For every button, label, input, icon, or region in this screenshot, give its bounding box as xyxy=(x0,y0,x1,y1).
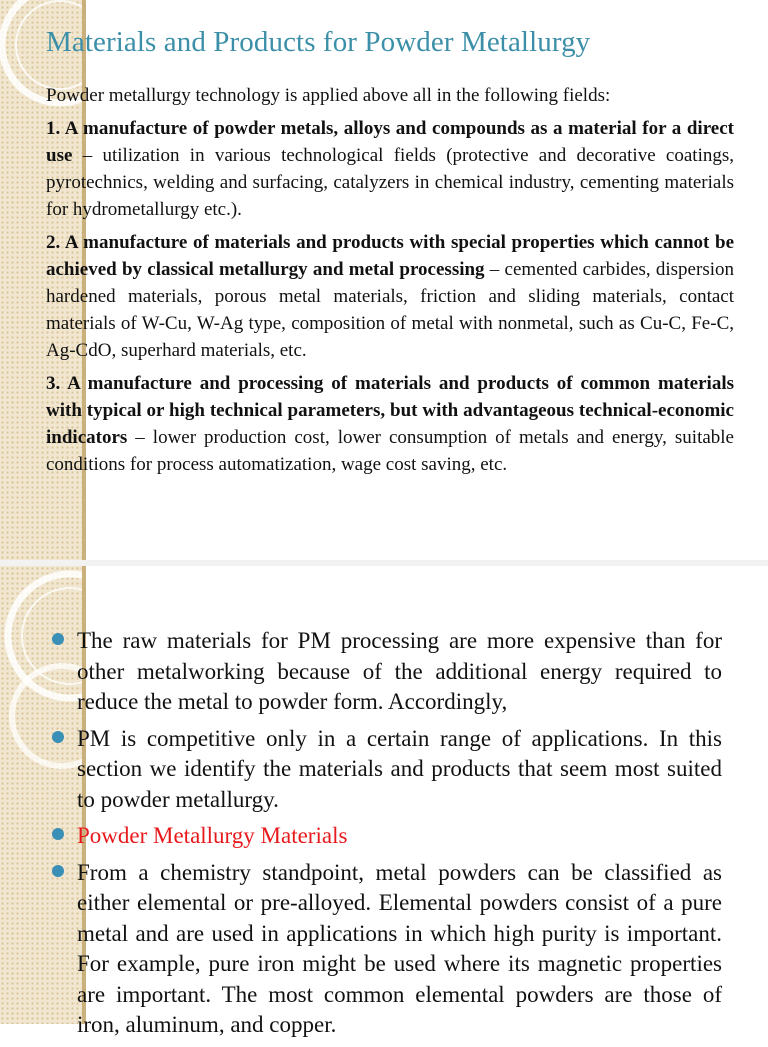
bullet-icon xyxy=(52,865,64,877)
field-heading: 2. A manufacture of materials and products with special properties which cannot be achieved by classical metallurgy and metal processing xyxy=(46,232,734,280)
list-item xyxy=(52,821,722,852)
slide-1-body xyxy=(46,82,734,484)
page-title: Materials and Products for Powder Metallurgy xyxy=(46,26,591,58)
list-item xyxy=(52,858,722,1041)
field-item-2 xyxy=(46,229,734,364)
bullet-text: The raw materials for PM processing are more expensive than for other metalworking because of the additional energy required to reduce the metal to powder form. Accordingly, xyxy=(77,628,722,714)
field-description: – lower production cost, lower consumption of metals and energy, suitable conditions for process automatization, wage cost saving, etc. xyxy=(46,427,734,475)
bullet-list xyxy=(52,626,722,1047)
field-description: – cemented carbides, dispersion hardened materials, porous metal materials, friction and sliding materials, contact materials of W-Cu, W-Ag type, composition of metal with nonmetal, such as Cu-C, Fe-C, Ag-CdO, superhard materials, etc. xyxy=(46,259,734,361)
section-heading-powder-metallurgy-materials: Powder Metallurgy Materials xyxy=(77,823,348,848)
bullet-text: PM is competitive only in a certain range of applications. In this section we identify the materials and products that seem most suited to powder metallurgy. xyxy=(77,725,722,812)
list-item xyxy=(52,724,722,816)
field-item-1 xyxy=(46,115,734,223)
bullet-icon xyxy=(52,731,64,743)
field-heading: 1. A manufacture of powder metals, alloys and compounds as a material for a direct use xyxy=(46,118,734,166)
field-item-3 xyxy=(46,370,734,478)
slide-2 xyxy=(0,566,768,1037)
bullet-icon xyxy=(52,828,64,840)
list-item xyxy=(52,626,722,718)
intro-paragraph: Powder metallurgy technology is applied above all in the following fields: xyxy=(46,85,611,106)
field-heading: 3. A manufacture and processing of materials and products of common materials with typical or high technical parameters, but with advantageous technical-economic indicators xyxy=(46,373,734,448)
bullet-icon xyxy=(52,633,64,645)
bullet-text: From a chemistry standpoint, metal powders can be classified as either elemental or pre-alloyed. Elemental powders consist of a pure metal and are used in applications in which high purity is important. For example, pure iron might be used where its magnetic properties are important. The most common elemental powders are those of iron, aluminum, and copper. xyxy=(77,859,722,1037)
field-description: – utilization in various technological fields (protective and decorative coatings, pyrotechnics, welding and surfacing, catalyzers in chemical industry, cementing materials for hydrometallurgy etc.). xyxy=(46,145,734,220)
